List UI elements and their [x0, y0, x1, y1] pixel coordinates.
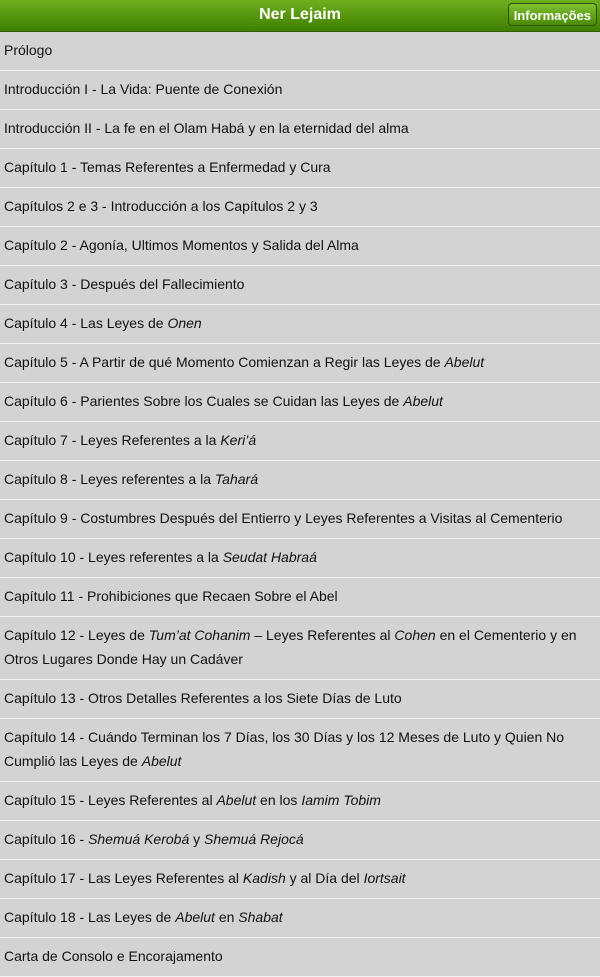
chapter-list-item[interactable]: [0, 32, 600, 71]
chapter-title-segment: Cohen: [394, 627, 436, 643]
chapter-title-segment: Iamim Tobim: [301, 792, 381, 808]
chapter-list-item[interactable]: [0, 266, 600, 305]
chapter-title-segment: Capítulo 2 - Agonía, Ultimos Momentos y Salida del Alma: [4, 237, 359, 253]
chapter-list-item[interactable]: [0, 782, 600, 821]
chapter-title-segment: Capítulo 6 - Parientes Sobre los Cuales se Cuidan las Leyes de: [4, 393, 404, 409]
chapter-title-segment: Iortsait: [363, 870, 406, 886]
chapter-list-item[interactable]: [0, 422, 600, 461]
chapter-list-item[interactable]: [0, 899, 600, 938]
chapter-title-segment: y al Día del: [285, 870, 364, 886]
chapter-title-segment: Tum’at Cohanim: [148, 627, 251, 643]
chapter-list-item[interactable]: [0, 188, 600, 227]
chapter-list: [0, 32, 600, 977]
chapter-list-item[interactable]: [0, 500, 600, 539]
chapter-title-segment: Capítulo 3 - Después del Fallecimiento: [4, 276, 245, 292]
chapter-list-item[interactable]: [0, 383, 600, 422]
chapter-title-segment: Keri’á: [220, 432, 257, 448]
chapter-list-item[interactable]: [0, 680, 600, 719]
chapter-title-segment: Introducción I - La Vida: Puente de Conexión: [4, 81, 283, 97]
chapter-title-segment: Shabat: [238, 909, 283, 925]
chapter-title-segment: Abelut: [216, 792, 257, 808]
chapter-title-segment: Tahará: [214, 471, 258, 487]
chapter-list-item[interactable]: [0, 344, 600, 383]
chapter-title-segment: Capítulo 10 - Leyes referentes a la: [4, 549, 223, 565]
chapter-title-segment: Capítulo 12 - Leyes de: [4, 627, 149, 643]
chapter-list-item[interactable]: [0, 149, 600, 188]
chapter-list-item[interactable]: [0, 305, 600, 344]
chapter-title-segment: Kadish: [242, 870, 286, 886]
chapter-title-segment: Capítulo 1 - Temas Referentes a Enfermedad y Cura: [4, 159, 331, 175]
chapter-title-segment: – Leyes Referentes al: [250, 627, 395, 643]
chapter-list-item[interactable]: [0, 461, 600, 500]
chapter-list-item[interactable]: [0, 719, 600, 782]
chapter-list-item[interactable]: [0, 938, 600, 977]
chapter-title-segment: Abelut: [444, 354, 485, 370]
chapter-list-item[interactable]: [0, 110, 600, 149]
chapter-title-segment: en: [214, 909, 239, 925]
chapter-title-segment: Capítulo 16 -: [4, 831, 89, 847]
app-title: Ner Lejaim: [259, 6, 341, 23]
chapter-title-segment: Abelut: [403, 393, 443, 409]
app-header: [0, 0, 600, 32]
chapter-title-segment: Abelut: [141, 753, 182, 769]
chapter-title-segment: Onen: [167, 315, 202, 331]
chapter-list-item[interactable]: [0, 578, 600, 617]
chapter-list-item[interactable]: [0, 821, 600, 860]
chapter-title-segment: Capítulo 11 - Prohibiciones que Recaen Sobre el Abel: [4, 588, 338, 604]
chapter-title-segment: Capítulo 18 - Las Leyes de: [4, 909, 176, 925]
chapter-list-item[interactable]: [0, 860, 600, 899]
info-button[interactable]: Informações: [508, 3, 597, 26]
chapter-title-segment: Capítulo 8 - Leyes referentes a la: [4, 471, 215, 487]
chapter-title-segment: Carta de Consolo e Encorajamento: [4, 948, 223, 964]
chapter-title-segment: Seudat Habraá: [222, 549, 317, 565]
chapter-title-segment: Capítulo 13 - Otros Detalles Referentes a los Siete Días de Luto: [4, 690, 402, 706]
chapter-title-segment: Capítulo 5 - A Partir de qué Momento Comienzan a Regir las Leyes de: [4, 354, 445, 370]
chapter-title-segment: Capítulo 7 - Leyes Referentes a la: [4, 432, 221, 448]
chapter-list-item[interactable]: [0, 71, 600, 110]
chapter-title-segment: Capítulos 2 e 3 - Introducción a los Capítulos 2 y 3: [4, 198, 318, 214]
chapter-title-segment: Capítulo 9 - Costumbres Después del Entierro y Leyes Referentes a Visitas al Cementerio: [4, 510, 563, 526]
chapter-title-segment: Capítulo 15 - Leyes Referentes al: [4, 792, 217, 808]
chapter-list-item[interactable]: [0, 617, 600, 680]
chapter-title-segment: y: [189, 831, 205, 847]
chapter-title-segment: en los: [256, 792, 302, 808]
chapter-list-item[interactable]: [0, 539, 600, 578]
chapter-title-segment: Capítulo 17 - Las Leyes Referentes al: [4, 870, 243, 886]
chapter-title-segment: Introducción II - La fe en el Olam Habá y en la eternidad del alma: [4, 120, 409, 136]
chapter-title-segment: Prólogo: [4, 42, 53, 58]
chapter-title-segment: en el Cementerio y en Otros Lugares Donde Hay un Cadáver: [4, 627, 577, 667]
chapter-title-segment: Shemuá Kerobá: [88, 831, 190, 847]
chapter-list-item[interactable]: [0, 227, 600, 266]
chapter-title-segment: Capítulo 4 - Las Leyes de: [4, 315, 168, 331]
chapter-title-segment: Shemuá Rejocá: [204, 831, 304, 847]
chapter-title-segment: Capítulo 14 - Cuándo Terminan los 7 Días, los 30 Días y los 12 Meses de Luto y Quien No Cumplió las Leyes de: [4, 729, 565, 769]
chapter-title-segment: Abelut: [175, 909, 215, 925]
